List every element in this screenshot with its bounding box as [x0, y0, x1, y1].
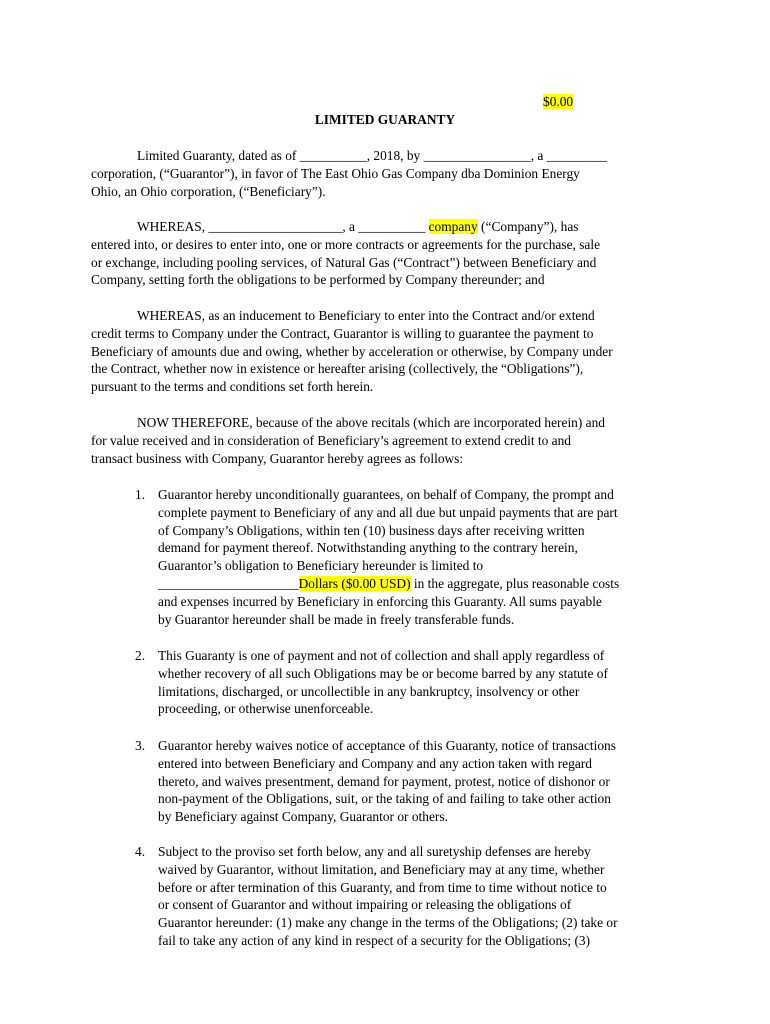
amount-highlight: $0.00: [543, 94, 574, 109]
whereas1-line: entered into, or desires to enter into, one or more contracts or agreements for the purchase, sale: [91, 236, 601, 252]
list-number: 2.: [135, 648, 146, 663]
intro-line: Ohio, an Ohio corporation, (“Beneficiary”).: [91, 183, 326, 199]
whereas2-line: pursuant to the terms and conditions set forth herein.: [91, 379, 374, 395]
whereas1-line: WHEREAS, ____________________, a __________ company (“Company”), has: [137, 219, 579, 234]
item1-line: by Guarantor hereunder shall be made in freely transferable funds.: [158, 611, 515, 627]
list-item-1: [135, 486, 692, 628]
item4-line: Guarantor hereunder: (1) make any change in the terms of the Obligations; (2) take or: [158, 915, 618, 931]
item1-line: _____________________Dollars ($0.00 USD) in the aggregate, plus reasonable costs: [158, 575, 620, 591]
list-item-3: [135, 737, 692, 826]
whereas2-line: the Contract, whether now in existence or hereafter arising (collectively, the “Obligations”),: [91, 361, 584, 377]
company-highlight: company: [428, 219, 478, 234]
whereas2-line: Beneficiary of amounts due and owing, whether by acceleration or otherwise, by Company under: [91, 343, 613, 359]
whereas1-line: or exchange, including pooling services, of Natural Gas (“Contract”) between Beneficiary and: [91, 254, 597, 270]
whereas-paragraph-1: [91, 218, 691, 289]
guaranty-amount: [543, 93, 573, 111]
nowtherefore-line: transact business with Company, Guarantor hereby agrees as follows:: [91, 450, 464, 466]
list-number: 3.: [135, 738, 146, 753]
intro-paragraph: [91, 147, 691, 200]
item3-line: entered into between Beneficiary and Company and any action taken with regard: [158, 755, 592, 771]
list-number: 4.: [135, 844, 146, 859]
whereas1-line: Company, setting forth the obligations to be performed by Company thereunder; and: [91, 272, 545, 288]
item4-line: waived by Guarantor, without limitation, and Beneficiary may at any time, whether: [158, 861, 605, 877]
item4-line: or consent of Guarantor and without impairing or releasing the obligations of: [158, 897, 572, 913]
nowtherefore-line: for value received and in consideration of Beneficiary’s agreement to extend credit to and: [91, 432, 572, 448]
item1-line: Guarantor hereby unconditionally guarantees, on behalf of Company, the prompt and: [158, 487, 614, 502]
item3-line: non-payment of the Obligations, suit, or the taking of and failing to take other action: [158, 791, 611, 807]
list-item-2: [135, 647, 692, 718]
document-title: LIMITED GUARANTY: [314, 112, 456, 127]
nowtherefore-line: NOW THEREFORE, because of the above recitals (which are incorporated herein) and: [137, 415, 606, 430]
item2-line: This Guaranty is one of payment and not of collection and shall apply regardless of: [158, 648, 605, 663]
item3-line: Guarantor hereby waives notice of acceptance of this Guaranty, notice of transactions: [158, 738, 616, 753]
item1-line: Guarantor’s obligation to Beneficiary hereunder is limited to: [158, 558, 484, 574]
item3-line: by Beneficiary against Company, Guarantor or others.: [158, 809, 448, 825]
list-item-4: [135, 843, 692, 950]
item2-line: limitations, discharged, or uncollectible in any bankruptcy, insolvency or other: [158, 683, 580, 699]
item2-line: proceeding, or otherwise unenforceable.: [158, 701, 374, 717]
item1-line: complete payment to Beneficiary of any and all due but unpaid payments that are part: [158, 504, 618, 520]
now-therefore-paragraph: [91, 414, 691, 467]
whereas2-line: credit terms to Company under the Contract, Guarantor is willing to guarantee the payment to: [91, 325, 594, 341]
intro-line: corporation, (“Guarantor”), in favor of The East Ohio Gas Company dba Dominion Energy: [91, 165, 580, 181]
whereas2-line: WHEREAS, as an inducement to Beneficiary to enter into the Contract and/or extend: [137, 308, 595, 323]
list-number: 1.: [135, 487, 146, 502]
whereas-paragraph-2: [91, 307, 691, 396]
intro-line: Limited Guaranty, dated as of __________, 2018, by ________________, a _________: [137, 148, 607, 163]
item2-line: whether recovery of all such Obligations may be or become barred by any statute of: [158, 665, 608, 681]
item1-line: of Company’s Obligations, within ten (10) business days after receiving written: [158, 522, 585, 538]
item4-line: fail to take any action of any kind in respect of a security for the Obligations; (3): [158, 932, 591, 948]
item4-line: Subject to the proviso set forth below, any and all suretyship defenses are hereby: [158, 844, 591, 859]
item4-line: before or after termination of this Guaranty, and from time to time without notice to: [158, 879, 607, 895]
dollars-highlight: Dollars ($0.00 USD): [298, 575, 411, 591]
item1-line: demand for payment thereof. Notwithstanding anything to the contrary herein,: [158, 540, 578, 556]
item3-line: thereto, and waives presentment, demand for payment, protest, notice of dishonor or: [158, 773, 610, 789]
item1-line: and expenses incurred by Beneficiary in enforcing this Guaranty. All sums payable: [158, 593, 602, 609]
